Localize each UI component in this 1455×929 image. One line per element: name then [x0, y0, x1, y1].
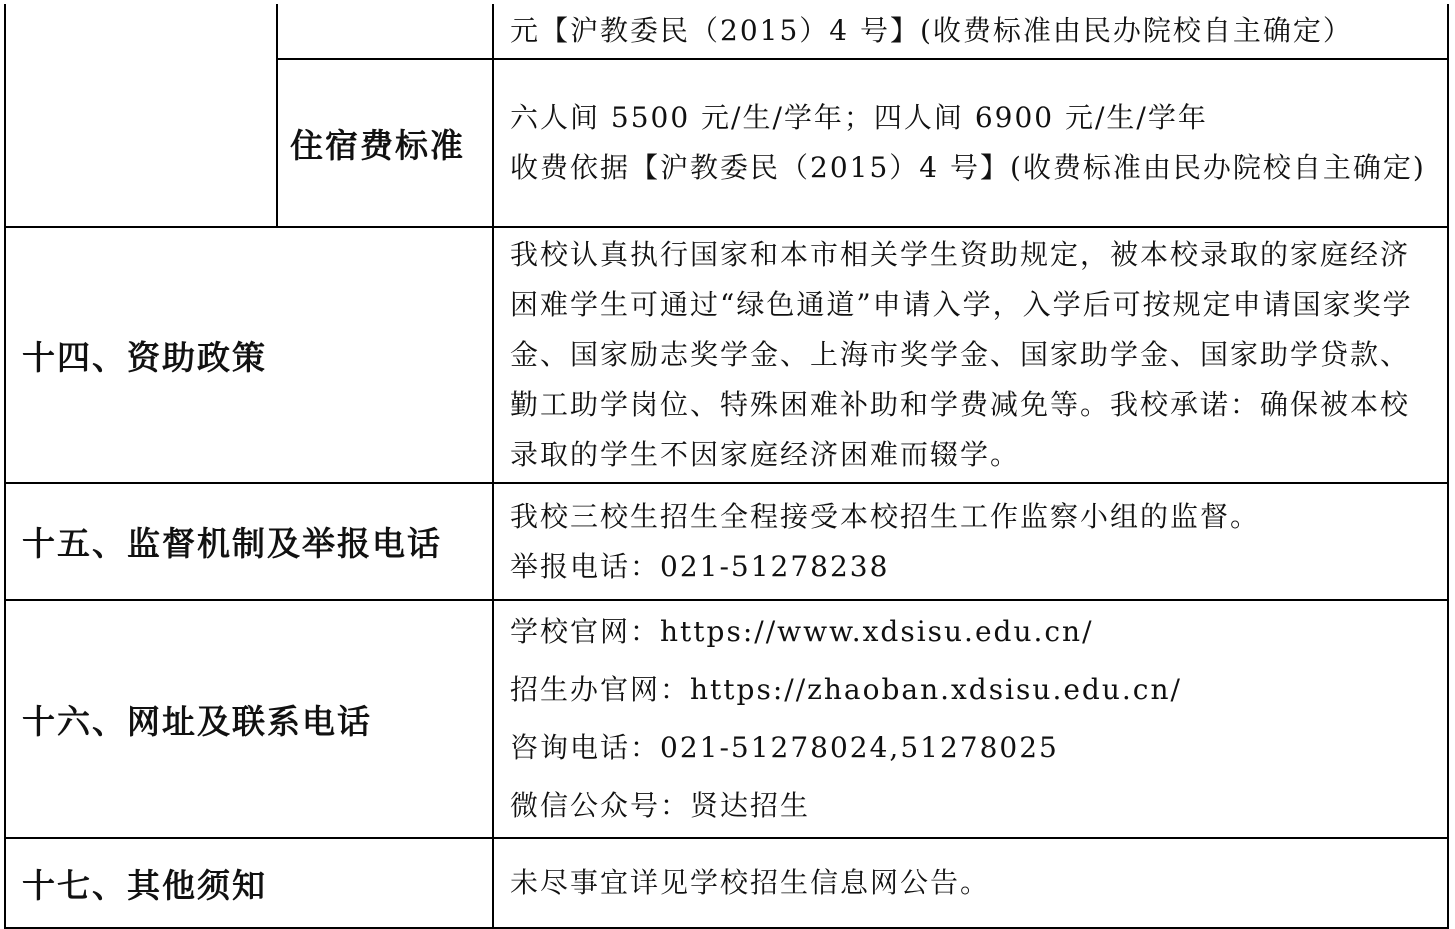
other-notes-row: [5, 838, 1448, 928]
aid-policy-text: 我校认真执行国家和本市相关学生资助规定，被本校录取的家庭经济困难学生可通过“绿色通道”申请入学，入学后可按规定申请国家奖学金、国家励志奖学金、上海市奖学金、国家助学金、国家助学贷款、勤工助学岗位、特殊困难补助和学费减免等。我校承诺：确保被本校录取的学生不因家庭经济困难而辍学。: [493, 227, 1448, 483]
accommodation-fee-rates: 六人间 5500 元/生/学年；四人间 6900 元/生/学年: [510, 101, 1208, 134]
aid-policy-label: 十四、资助政策: [5, 227, 493, 483]
supervision-label: 十五、监督机制及举报电话: [5, 483, 493, 600]
accommodation-fee-basis: 收费依据【沪教委民（2015）4 号】(收费标准由民办院校自主确定): [510, 151, 1426, 184]
other-notes-label: 十七、其他须知: [5, 838, 493, 928]
supervision-row: [5, 483, 1448, 600]
accommodation-fee-label: 住宿费标准: [277, 59, 493, 227]
other-notes-text: 未尽事宜详见学校招生信息网公告。: [493, 838, 1448, 928]
report-phone: 举报电话：021-51278238: [510, 549, 890, 583]
supervision-statement: 我校三校生招生全程接受本校招生工作监察小组的监督。: [510, 499, 1261, 533]
wechat-account: 微信公众号：贤达招生: [510, 789, 811, 822]
tuition-basis-text: 元【沪教委民（2015）4 号】(收费标准由民办院校自主确定）: [493, 4, 1448, 59]
supervision-content: [493, 483, 1448, 600]
aid-policy-row: [5, 227, 1448, 483]
admissions-website: 招生办官网：https://zhaoban.xdsisu.edu.cn/: [510, 673, 1182, 706]
consultation-phone: 咨询电话：021-51278024,51278025: [510, 731, 1059, 764]
accommodation-fee-content: [493, 59, 1448, 227]
fees-section-label-cell: [5, 4, 277, 227]
admissions-info-table: [4, 4, 1449, 929]
school-website: 学校官网：https://www.xdsisu.edu.cn/: [510, 615, 1094, 648]
tuition-continuation-row: [5, 4, 1448, 59]
tuition-label-cell: [277, 4, 493, 59]
contact-content: [493, 600, 1448, 838]
contact-label: 十六、网址及联系电话: [5, 600, 493, 838]
contact-row: [5, 600, 1448, 838]
